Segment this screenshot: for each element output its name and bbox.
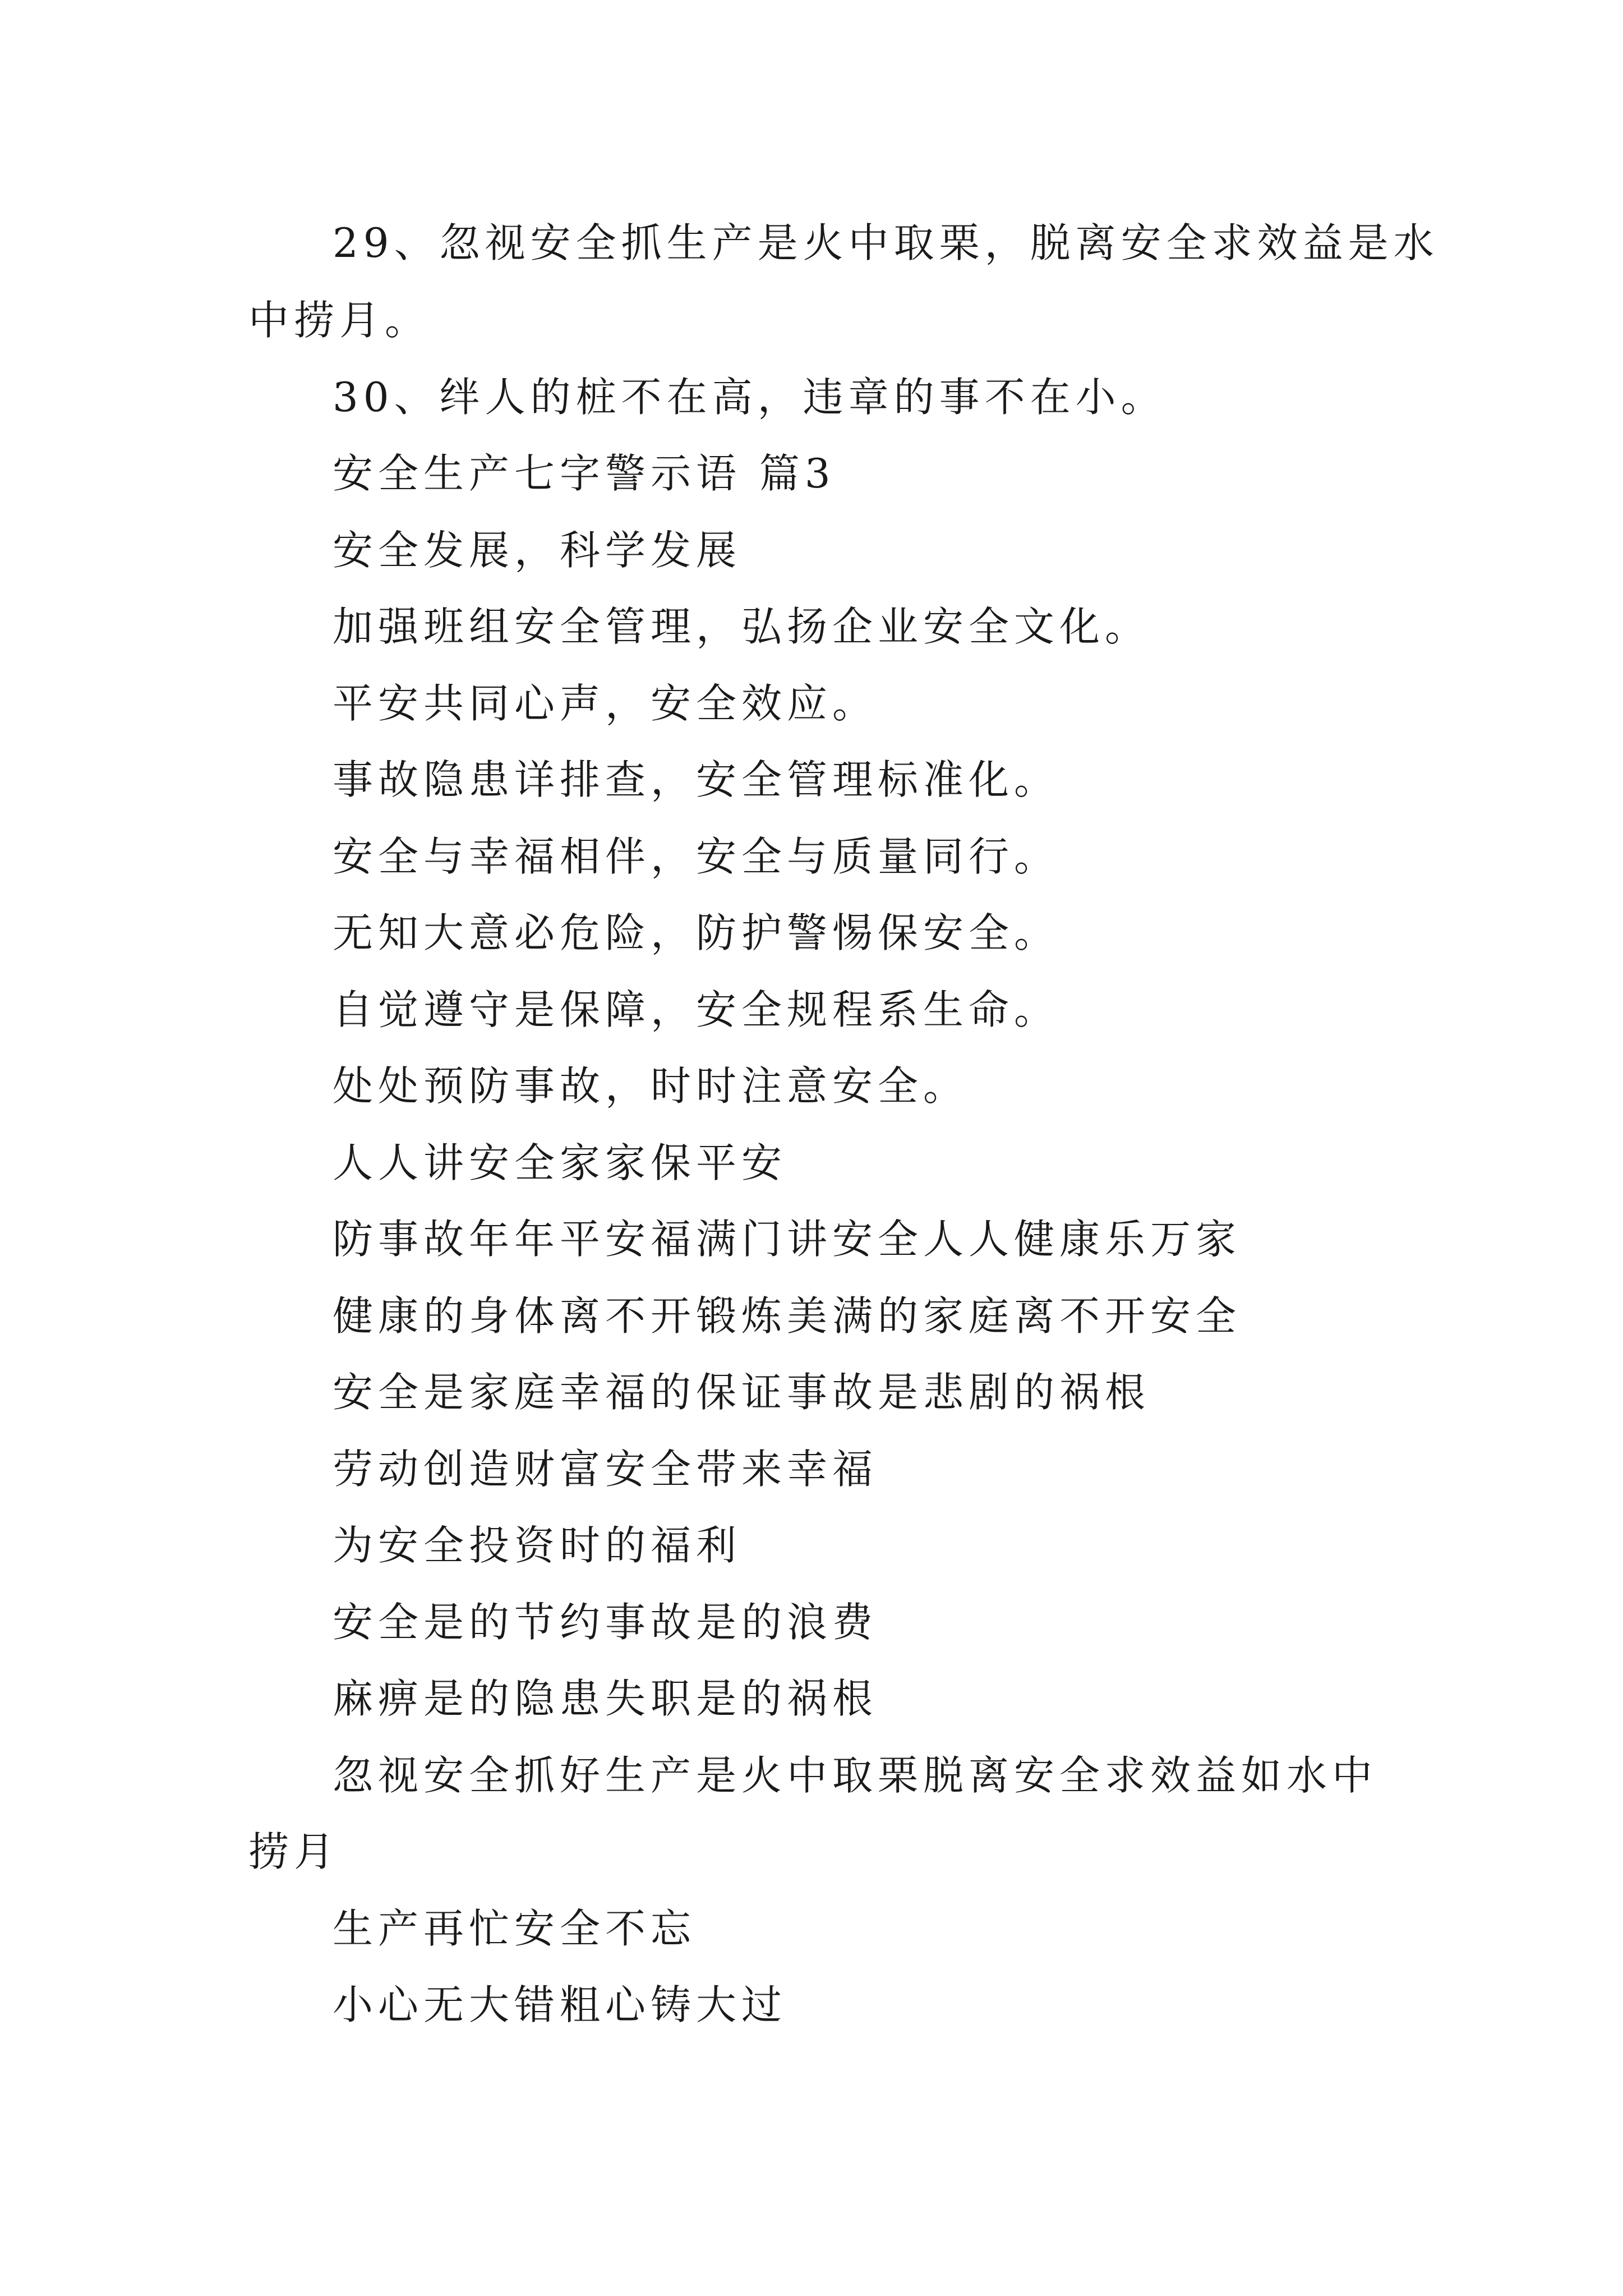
- paragraph-line: 中捞月。: [248, 297, 431, 344]
- paragraph-line: 事故隐患详排查，安全管理标准化。: [333, 756, 1060, 803]
- paragraph-line: 健康的身体离不开锻炼美满的家庭离不开安全: [333, 1292, 1242, 1340]
- section-heading: 安全生产七字警示语 篇3: [333, 450, 836, 497]
- paragraph-line: 自觉遵守是保障，安全规程系生命。: [333, 986, 1060, 1033]
- paragraph-line: 生产再忙安全不忘: [333, 1905, 697, 1952]
- paragraph-line: 安全是家庭幸福的保证事故是悲剧的祸根: [333, 1369, 1151, 1416]
- paragraph-line: 加强班组安全管理，弘扬企业安全文化。: [333, 603, 1151, 650]
- paragraph-line: 小心无大错粗心铸大过: [333, 1981, 787, 2028]
- paragraph-line: 安全是的节约事故是的浪费: [333, 1599, 878, 1646]
- paragraph-line: 捞月: [248, 1828, 340, 1875]
- paragraph-line: 无知大意必危险，防护警惕保安全。: [333, 909, 1060, 956]
- paragraph-line: 忽视安全抓好生产是火中取栗脱离安全求效益如水中: [333, 1752, 1378, 1799]
- paragraph-line: 平安共同心声，安全效应。: [333, 680, 878, 727]
- paragraph-line: 劳动创造财富安全带来幸福: [333, 1446, 878, 1493]
- paragraph-line: 为安全投资时的福利: [333, 1522, 742, 1569]
- paragraph-line: 29、忽视安全抓生产是火中取栗，脱离安全求效益是水: [333, 219, 1439, 266]
- paragraph-line: 安全与幸福相伴，安全与质量同行。: [333, 833, 1060, 880]
- paragraph-line: 麻痹是的隐患失职是的祸根: [333, 1675, 878, 1722]
- paragraph-line: 防事故年年平安福满门讲安全人人健康乐万家: [333, 1216, 1242, 1263]
- paragraph-line: 30、绊人的桩不在高，违章的事不在小。: [333, 374, 1166, 421]
- paragraph-line: 人人讲安全家家保平安: [333, 1139, 787, 1186]
- paragraph-line: 处处预防事故，时时注意安全。: [333, 1062, 969, 1110]
- paragraph-line: 安全发展，科学发展: [333, 527, 742, 574]
